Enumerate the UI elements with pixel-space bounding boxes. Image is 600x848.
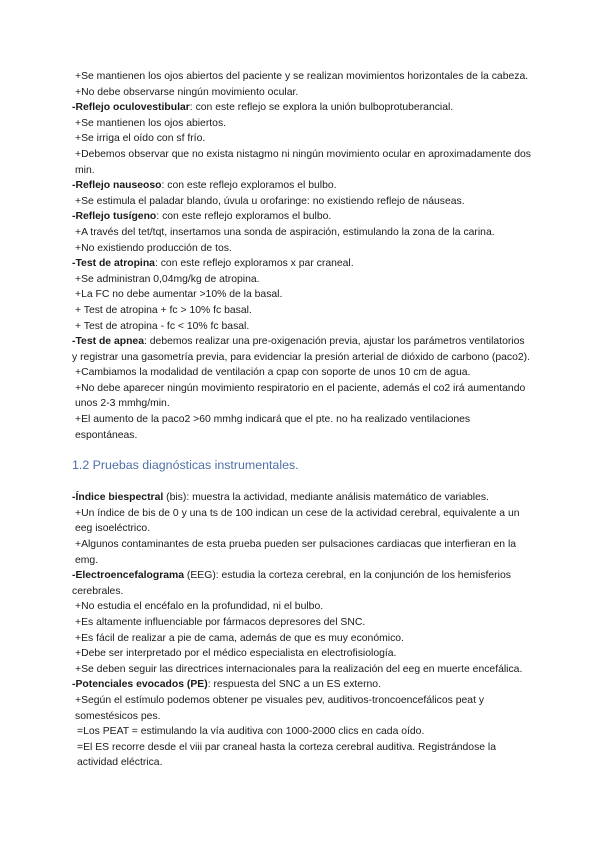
bullet-item (72, 147, 532, 178)
section-item (72, 178, 532, 194)
item-text: +Debemos observar que no exista nistagmo ni ningún movimiento ocular en aproximadamente dos min. (75, 148, 532, 176)
bullet-item (72, 381, 532, 412)
item-text: +Se estimula el paladar blando, úvula u orofaringe: no existiendo reflejo de náuseas. (75, 195, 465, 207)
section-item (72, 568, 532, 599)
bullet-item (72, 85, 532, 101)
item-text: +Se irriga el oído con sf frío. (75, 133, 206, 145)
item-text: +No debe aparecer ningún movimiento respiratorio en el paciente, además el co2 irá aumentando unos 2-3 mmhg/min. (75, 382, 526, 410)
bullet-item (72, 615, 532, 631)
item-text: : debemos realizar una pre-oxigenación previa, ajustar los parámetros ventilatorios y registrar una gasometría previa, para evidenciar la presión arterial de dióxido de carbono (paco2). (72, 336, 531, 363)
reflex-tests-section (72, 69, 532, 443)
document-page (72, 69, 532, 771)
item-text: +Se administran 0,04mg/kg de atropina. (75, 273, 260, 285)
section-item (72, 100, 532, 116)
item-text: +Es altamente influenciable por fármacos depresores del SNC. (75, 617, 366, 628)
bullet-item (72, 272, 532, 288)
bullet-item (72, 116, 532, 132)
item-text: : con este reflejo exploramos el bulbo. (161, 180, 337, 192)
item-text: +Un índice de bis de 0 y una ts de 100 indican un cese de la actividad cerebral, equivalente a un eeg isoeléctrico. (75, 507, 520, 535)
bullet-item (72, 631, 532, 647)
section-heading: 1.2 Pruebas diagnósticas instrumentales. (72, 458, 299, 473)
item-term: -Electroencefalograma (72, 570, 185, 582)
bullet-item (72, 537, 532, 568)
item-text: +Debe ser interpretado por el médico especialista en electrofisiología. (75, 648, 397, 660)
item-term: -Test de apnea (72, 336, 144, 348)
item-term: -Reflejo tusígeno (72, 211, 157, 223)
item-text: +Se mantienen los ojos abiertos del paciente y se realizan movimientos horizontales de la cabeza. (75, 71, 529, 82)
bullet-item (72, 412, 532, 443)
bullet-item (72, 319, 532, 335)
item-text: (EEG): estudia la corteza cerebral, en la conjunción de los hemisferios cerebrales. (72, 570, 511, 597)
bullet-item (72, 599, 532, 615)
bullet-item (72, 365, 532, 381)
bullet-item (72, 287, 532, 303)
section-item (72, 209, 532, 225)
bullet-item (72, 724, 532, 740)
item-text: : con este reflejo exploramos el bulbo. (156, 211, 332, 223)
instrumental-tests-section (72, 490, 532, 771)
item-text: +Según el estímulo podemos obtener pe visuales pev, auditivos-troncoencefálicos peat y somestésicos pes. (75, 694, 485, 722)
item-text: +No existiendo producción de tos. (75, 242, 232, 254)
bullet-item (72, 131, 532, 147)
item-text: +La FC no debe aumentar >10% de la basal. (75, 289, 283, 301)
item-text: : con este reflejo exploramos x par craneal. (154, 258, 354, 270)
bullet-item (72, 241, 532, 257)
bullet-item (72, 225, 532, 241)
item-text: =El ES recorre desde el viii par craneal hasta la corteza cerebral auditiva. Registrándose la actividad eléctrica. (77, 741, 497, 769)
item-text: + Test de atropina - fc < 10% fc basal. (75, 320, 250, 332)
bullet-item (72, 69, 532, 85)
item-term: -Índice biespectral (72, 492, 164, 504)
item-text: +Es fácil de realizar a pie de cama, además de que es muy económico. (75, 632, 404, 644)
item-text: =Los PEAT = estimulando la vía auditiva con 1000-2000 clics en cada oído. (77, 726, 425, 738)
section-item (72, 256, 532, 272)
section-item (72, 677, 532, 693)
item-text: +Cambiamos la modalidad de ventilación a cpap con soporte de unos 10 cm de agua. (75, 367, 471, 379)
item-text: : respuesta del SNC a un ES externo. (207, 679, 381, 691)
item-text: +Se deben seguir las directrices internacionales para la realización del eeg en muerte encefálica. (75, 663, 523, 675)
bullet-item (72, 662, 532, 678)
item-term: -Reflejo nauseoso (72, 180, 162, 192)
bullet-item (72, 740, 532, 771)
item-term: -Reflejo oculovestibular (72, 102, 190, 114)
bullet-item (72, 303, 532, 319)
item-text: +Se mantienen los ojos abiertos. (75, 117, 227, 129)
bullet-item (72, 194, 532, 210)
item-text: +El aumento de la paco2 >60 mmhg indicará que el pte. no ha realizado ventilaciones espontáneas. (75, 414, 471, 441)
item-text: + Test de atropina + fc > 10% fc basal. (75, 304, 252, 316)
item-text: +No debe observarse ningún movimiento ocular. (75, 86, 299, 98)
item-text: (bis): muestra la actividad, mediante análisis matemático de variables. (163, 492, 489, 504)
bullet-item (72, 506, 532, 537)
item-text: +No estudia el encéfalo en la profundidad, ni el bulbo. (75, 601, 324, 613)
bullet-item (72, 646, 532, 662)
item-text: +A través del tet/tqt, insertamos una sonda de aspiración, estimulando la zona de la carina. (75, 226, 495, 238)
item-text: : con este reflejo se explora la unión bulboprotuberancial. (189, 102, 454, 114)
item-term: -Test de atropina (72, 258, 155, 270)
section-item (72, 490, 532, 506)
item-term: -Potenciales evocados (PE) (72, 679, 208, 691)
item-text: +Algunos contaminantes de esta prueba pueden ser pulsaciones cardiacas que interfieran en la emg. (75, 539, 517, 566)
bullet-item (72, 693, 532, 724)
section-item (72, 334, 532, 365)
